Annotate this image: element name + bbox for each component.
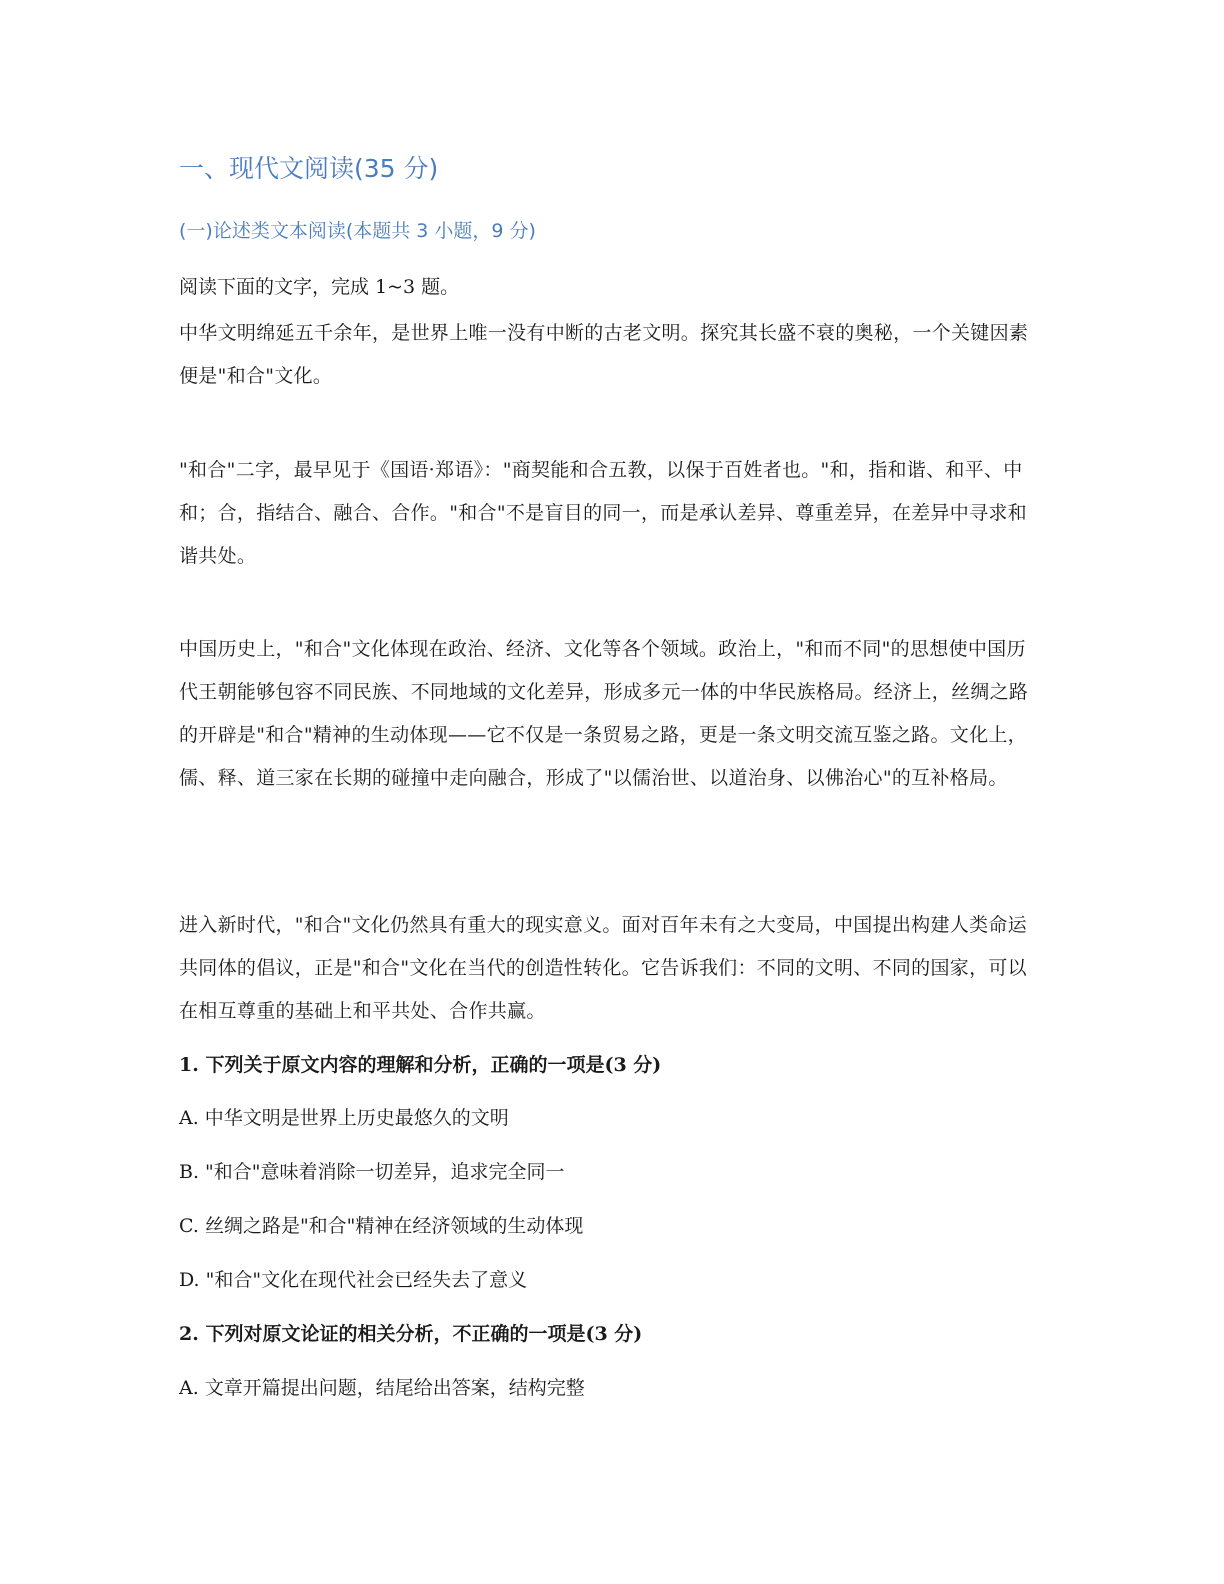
question-2-option-a: A. 文章开篇提出问题，结尾给出答案，结构完整 [179,1377,585,1399]
passage-paragraph-3: 中国历史上，"和合"文化体现在政治、经济、文化等各个领域。政治上，"和而不同"的思想使中国历代王朝能够包容不同民族、不同地域的文化差异，形成多元一体的中华民族格局。经济上，丝绸之路的开辟是"和合"精神的生动体现——它不仅是一条贸易之路，更是一条文明交流互鉴之路。文化上，儒、释、道三家在长期的碰撞中走向融合，形成了"以儒治世、以道治身、以佛治心"的互补格局。 [179,638,1029,789]
question-1-option-c: C. 丝绸之路是"和合"精神在经济领域的生动体现 [179,1215,584,1237]
question-1-option-b: B. "和合"意味着消除一切差异，追求完全同一 [179,1161,565,1183]
section-title: 一、现代文阅读(35 分) [179,154,439,183]
question-2-stem: 2. 下列对原文论证的相关分析，不正确的一项是(3 分) [179,1323,643,1345]
subsection-title: (一)论述类文本阅读(本题共 3 小题，9 分) [179,220,536,242]
reading-instruction: 阅读下面的文字，完成 1~3 题。 [179,276,460,298]
question-1-option-a: A. 中华文明是世界上历史最悠久的文明 [179,1107,509,1129]
passage-paragraph-1: 中华文明绵延五千余年，是世界上唯一没有中断的古老文明。探究其长盛不衰的奥秘，一个关键因素便是"和合"文化。 [179,322,1029,387]
question-1-option-d: D. "和合"文化在现代社会已经失去了意义 [179,1269,528,1291]
passage-paragraph-4: 进入新时代，"和合"文化仍然具有重大的现实意义。面对百年未有之大变局，中国提出构建人类命运共同体的倡议，正是"和合"文化在当代的创造性转化。它告诉我们：不同的文明、不同的国家，可以在相互尊重的基础上和平共处、合作共赢。 [179,914,1027,1022]
question-1-stem: 1. 下列关于原文内容的理解和分析，正确的一项是(3 分) [179,1054,662,1076]
passage-paragraph-2: "和合"二字，最早见于《国语·郑语》："商契能和合五教，以保于百姓者也。"和，指和谐、和平、中和；合，指结合、融合、合作。"和合"不是盲目的同一，而是承认差异、尊重差异，在差异中寻求和谐共处。 [179,459,1027,567]
